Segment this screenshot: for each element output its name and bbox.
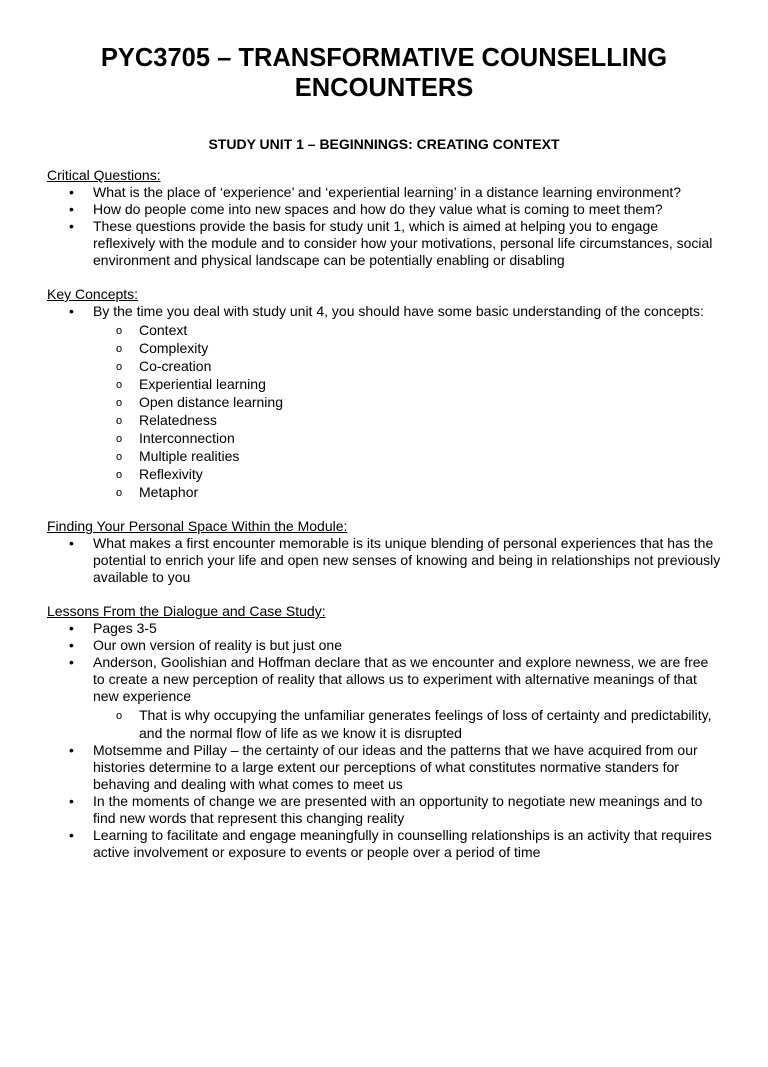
title-line-2: ENCOUNTERS [294,74,474,102]
personal-space-section [47,518,721,586]
personal-space-list [47,535,721,586]
concept-item: o Multiple realities [93,447,721,465]
concept-item: o Complexity [93,339,721,357]
list-item: • What is the place of ‘experience’ and ‘experiential learning’ in a distance learning environment? [47,184,721,201]
concept-item: o Open distance learning [93,393,721,411]
lessons-item-text: Anderson, Goolishian and Hoffman declare that as we encounter and explore newness, we are free to create a new perception of reality that allows us to experiment with alternative meanings of that new experience [93,654,709,704]
document-title [47,43,721,103]
title-line-1: PYC3705 – TRANSFORMATIVE COUNSELLING [100,44,668,72]
study-unit-heading: STUDY UNIT 1 – BEGINNINGS: CREATING CONTEXT [208,136,560,152]
lessons-sublist [93,706,721,742]
list-item: • How do people come into new spaces and how do they value what is coming to meet them? [47,201,721,218]
concept-item: o Context [93,321,721,339]
list-item: • Pages 3-5 [47,620,721,637]
critical-questions-section [47,167,721,269]
sub-list-item: o That is why occupying the unfamiliar generates feelings of loss of certainty and predictability, and the normal flow of life as we know it is disrupted [93,706,721,742]
lessons-section [47,603,721,861]
list-item: • Our own version of reality is but just one [47,637,721,654]
critical-questions-list [47,184,721,269]
key-concepts-section [47,286,721,501]
list-item: • What makes a first encounter memorable is its unique blending of personal experiences that has the potential to enrich your life and open new senses of knowing and being in relationships not previously available to you [47,535,721,586]
list-item: • Learning to facilitate and engage meaningfully in counselling relationships is an activity that requires active involvement or exposure to events or people over a period of time [47,827,721,861]
concepts-sublist [93,321,721,501]
lessons-list [47,620,721,861]
list-item: • In the moments of change we are presented with an opportunity to negotiate new meanings and to find new words that represent this changing reality [47,793,721,827]
list-item: • These questions provide the basis for study unit 1, which is aimed at helping you to engage reflexively with the module and to consider how your motivations, personal life circumstances, social environment and physical landscape can be potentially enabling or disabling [47,218,721,269]
list-item: • Motsemme and Pillay – the certainty of our ideas and the patterns that we have acquired from our histories determine to a large extent our perceptions of what constitutes normative standers for behaving and dealing with what comes to meet us [47,742,721,793]
list-item [47,303,721,501]
concept-item: o Reflexivity [93,465,721,483]
key-concepts-list [47,303,721,501]
concept-item: o Interconnection [93,429,721,447]
critical-questions-heading: Critical Questions: [47,167,161,183]
concept-item: o Metaphor [93,483,721,501]
key-concepts-heading: Key Concepts: [47,286,139,302]
personal-space-heading: Finding Your Personal Space Within the Module: [47,518,348,534]
concept-item: o Experiential learning [93,375,721,393]
concept-item: o Co-creation [93,357,721,375]
key-concepts-intro: By the time you deal with study unit 4, you should have some basic understanding of the concepts: [93,303,704,319]
lessons-heading: Lessons From the Dialogue and Case Study: [47,603,326,619]
document-page [0,43,768,1067]
list-item [47,654,721,742]
concept-item: o Relatedness [93,411,721,429]
